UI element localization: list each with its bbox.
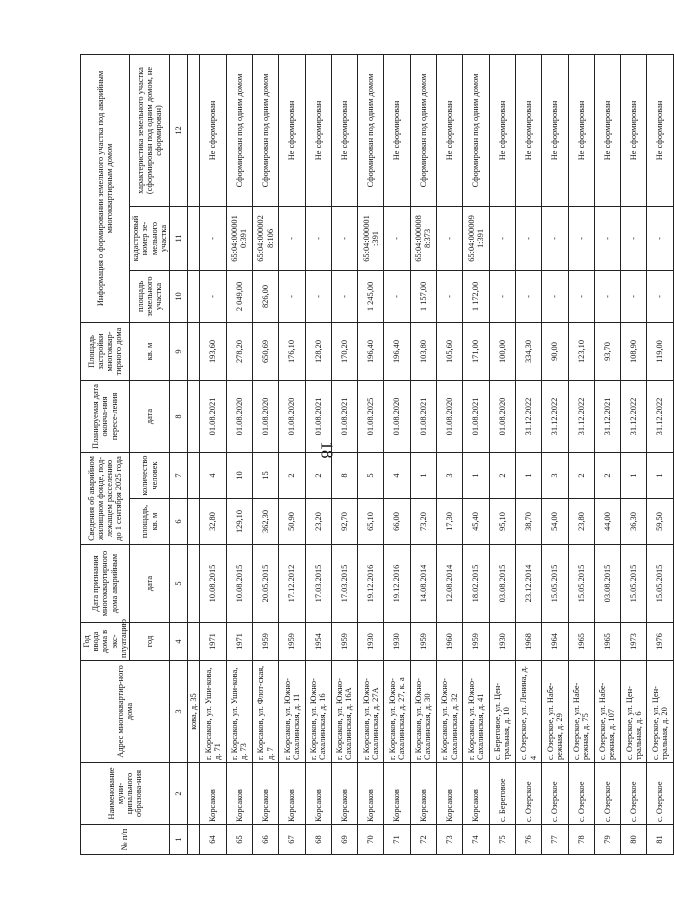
cell-addr: г. Корсаков, ул. Южно-Сахалинская, д. 41 (463, 661, 489, 763)
cell-date: 17.12.2012 (279, 545, 305, 623)
cell-stat: Не сформирован (384, 54, 410, 206)
cell-addr: г. Корсаков, ул. Южно-Сахалинская, д. 30 (410, 661, 436, 763)
cell-build: 650,69 (252, 322, 278, 380)
cell-no: 70 (358, 825, 384, 855)
cell-no: 80 (621, 825, 647, 855)
cell-no: 65 (226, 825, 252, 855)
col-number: 4 (170, 623, 188, 661)
cell-plan: 01.08.2020 (489, 380, 515, 452)
table-header (81, 54, 200, 854)
cell-area: 50,90 (279, 499, 305, 545)
cell-addr: с. Озерское, ул. Цен-тральная, д. 20 (647, 661, 673, 763)
cell-area: 45,40 (463, 499, 489, 545)
cell-year: 1964 (542, 623, 568, 661)
cell-build: 176,10 (279, 322, 305, 380)
cell-addr: с. Береговое, ул. Цен-тральная, д. 10 (489, 661, 515, 763)
cell-build: 128,20 (305, 322, 331, 380)
col-number: 11 (170, 206, 188, 270)
cell-area: 95,10 (489, 499, 515, 545)
cell-addr: г. Корсаков, ул. Южно-Сахалинская, д. 27, к. а (384, 661, 410, 763)
cell-build: 171,00 (463, 322, 489, 380)
cell-land: - (384, 270, 410, 322)
cell-people: 4 (200, 452, 226, 498)
table-body (200, 54, 673, 854)
cell-land: - (647, 270, 673, 322)
cell-build: 108,90 (621, 322, 647, 380)
cell-cad: 65:04:000009 1:391 (463, 206, 489, 270)
cell-addr: с. Озерское, ул. Набе-режная, д. 29 (542, 661, 568, 763)
cell-stat: Сформирован под одним домом (410, 54, 436, 206)
cell-people: 5 (358, 452, 384, 498)
cell-people: 3 (542, 452, 568, 498)
header-address: Адрес многоквартир-ного дома (81, 661, 170, 763)
unit-area: площадь, кв. м (130, 499, 170, 545)
cell-mo: Корсаков (410, 763, 436, 825)
cell-plan: 01.08.2021 (410, 380, 436, 452)
cell-year: 1930 (358, 623, 384, 661)
header-no: № п/п (81, 825, 170, 855)
col-number: 6 (170, 499, 188, 545)
page-number: 18 (317, 441, 337, 459)
cell-no: 76 (515, 825, 541, 855)
cell-plan: 01.08.2021 (305, 380, 331, 452)
cell-cad: - (331, 206, 357, 270)
unit-people: количество человек (130, 452, 170, 498)
cell-stat: Не сформирован (200, 54, 226, 206)
col-number: 9 (170, 322, 188, 380)
cell-addr: с. Озерское, ул. Набе-режная, д. 107 (594, 661, 620, 763)
col-number: 3 (170, 661, 188, 763)
cell-no: 69 (331, 825, 357, 855)
cell-plan: 31.12.2022 (568, 380, 594, 452)
cell-land: - (542, 270, 568, 322)
cell-stat: Сформирован под одним домом (463, 54, 489, 206)
col-number: 2 (170, 763, 188, 825)
cell-stat: Не сформирован (437, 54, 463, 206)
cell-build: 100,00 (489, 322, 515, 380)
cell-addr: г. Корсаков, ул. Флот-ская, д. 7 (252, 661, 278, 763)
cell-year: 1954 (305, 623, 331, 661)
cell-build: 196,40 (358, 322, 384, 380)
table-row (489, 54, 515, 854)
cell-land: - (594, 270, 620, 322)
table-row (594, 54, 620, 854)
unit-build-area: кв. м (130, 322, 170, 380)
cell-year: 1959 (410, 623, 436, 661)
cell-stat: Сформирован под одним домом (358, 54, 384, 206)
cell-area: 17,30 (437, 499, 463, 545)
cell-mo: Корсаков (279, 763, 305, 825)
cell-cad: - (542, 206, 568, 270)
unit-year: год (130, 623, 170, 661)
cell-stat: Не сформирован (621, 54, 647, 206)
cell-area: 32,80 (200, 499, 226, 545)
cell-cad: 65:04:000008 8:373 (410, 206, 436, 270)
cell-mo: Корсаков (358, 763, 384, 825)
table-row (437, 54, 463, 854)
cell-plan: 01.08.2020 (252, 380, 278, 452)
cell-plan: 01.08.2020 (226, 380, 252, 452)
cell-no: 73 (437, 825, 463, 855)
cell-date: 17.03.2015 (331, 545, 357, 623)
cell-land: 1 172,00 (463, 270, 489, 322)
cell-build: 119,00 (647, 322, 673, 380)
cell-addr: г. Корсаков, ул. Уши-кова, д. 73 (226, 661, 252, 763)
cell-cad: - (437, 206, 463, 270)
cell-people: 1 (515, 452, 541, 498)
cell-land: - (489, 270, 515, 322)
cell-year: 1959 (463, 623, 489, 661)
cell-mo: Корсаков (331, 763, 357, 825)
cell-area: 73,20 (410, 499, 436, 545)
cell-mo: Корсаков (200, 763, 226, 825)
cell-stat: Сформирован под одним домом (226, 54, 252, 206)
cell-stat: Не сформирован (542, 54, 568, 206)
cell-people: 1 (621, 452, 647, 498)
cell-stat: Не сформирован (305, 54, 331, 206)
cell-cad: - (515, 206, 541, 270)
cell-people: 2 (568, 452, 594, 498)
table-row (647, 54, 673, 854)
cell-people: 8 (331, 452, 357, 498)
cell-mo: с. Береговое (489, 763, 515, 825)
cell-mo: Корсаков (384, 763, 410, 825)
cell-area: 66,00 (384, 499, 410, 545)
cell-people: 1 (463, 452, 489, 498)
cell-plan: 31.12.2022 (621, 380, 647, 452)
cell-area: 92,70 (331, 499, 357, 545)
cell-mo: Корсаков (305, 763, 331, 825)
cell-area: 65,10 (358, 499, 384, 545)
unit-date: дата (130, 545, 170, 623)
col-number: 7 (170, 452, 188, 498)
cell-cad: - (200, 206, 226, 270)
cell-date: 10.08.2015 (226, 545, 252, 623)
cell-mo: с. Озерское (515, 763, 541, 825)
cell-stat: Не сформирован (279, 54, 305, 206)
cell-addr: г. Корсаков, ул. Южно-Сахалинская, д. 27А (358, 661, 384, 763)
cell-mo: Корсаков (226, 763, 252, 825)
cell-cad: - (594, 206, 620, 270)
cell-cad: - (384, 206, 410, 270)
cell-date: 23.12.2014 (515, 545, 541, 623)
header-resettlement-date: Планируемая дата оконча-ния пересе-ления (81, 380, 130, 452)
cell-stat: Не сформирован (515, 54, 541, 206)
cell-stat: Не сформирован (647, 54, 673, 206)
cell-area: 23,80 (568, 499, 594, 545)
cell-build: 93,70 (594, 322, 620, 380)
cell-cad: 65:04:000001 0:391 (226, 206, 252, 270)
cell-date: 18.02.2015 (463, 545, 489, 623)
cell-addr: г. Корсаков, ул. Южно-Сахалинская, д. 32 (437, 661, 463, 763)
cell-area: 362,30 (252, 499, 278, 545)
table-row (305, 54, 331, 854)
col-number: 1 (170, 825, 188, 855)
cell-land: 1 157,00 (410, 270, 436, 322)
cell-area: 129,10 (226, 499, 252, 545)
table-row (542, 54, 568, 854)
cell-date: 14.08.2014 (410, 545, 436, 623)
cell-land: - (621, 270, 647, 322)
cell-no: 72 (410, 825, 436, 855)
table-row (279, 54, 305, 854)
table-row (226, 54, 252, 854)
cell-addr: г. Корсаков, ул. Южно-Сахалинская, д. 16 (305, 661, 331, 763)
cell-stat: Не сформирован (489, 54, 515, 206)
cell-plan: 01.08.2020 (437, 380, 463, 452)
emergency-housing-table (80, 54, 674, 855)
cell-land: - (200, 270, 226, 322)
cell-no: 71 (384, 825, 410, 855)
col-number: 12 (170, 54, 188, 206)
table-row (621, 54, 647, 854)
col-number: 8 (170, 380, 188, 452)
header-land-info: Информация о формировании земельного участка под аварийным многоквартирным домом (81, 54, 130, 322)
cell-stat: Не сформирован (594, 54, 620, 206)
cell-addr: с. Озерское, ул. Ленина, д. 4 (515, 661, 541, 763)
cell-people: 10 (226, 452, 252, 498)
cell-people: 15 (252, 452, 278, 498)
cell-stat: Сформирован под одним домом (252, 54, 278, 206)
cell-mo: с. Озерское (594, 763, 620, 825)
cell-year: 1930 (384, 623, 410, 661)
table-row (568, 54, 594, 854)
cell-date: 15.05.2015 (568, 545, 594, 623)
cell-year: 1959 (252, 623, 278, 661)
cell-year: 1959 (279, 623, 305, 661)
cell-plan: 01.08.2021 (200, 380, 226, 452)
cell-year: 1960 (437, 623, 463, 661)
cell-build: 170,20 (331, 322, 357, 380)
cell-no: 77 (542, 825, 568, 855)
cell-date: 10.08.2015 (200, 545, 226, 623)
cell-plan: 31.12.2022 (515, 380, 541, 452)
cell-no: 74 (463, 825, 489, 855)
cell-area: 38,70 (515, 499, 541, 545)
cell-build: 196,40 (384, 322, 410, 380)
cell-no: 81 (647, 825, 673, 855)
cell-cad: 65:04:000001 :391 (358, 206, 384, 270)
cell-date: 03.08.2015 (594, 545, 620, 623)
table-row (358, 54, 384, 854)
cell-year: 1965 (594, 623, 620, 661)
cell-people: 4 (384, 452, 410, 498)
cell-cad: 65:04:000002 8:106 (252, 206, 278, 270)
cell-build: 334,30 (515, 322, 541, 380)
cell-mo: с. Озерское (621, 763, 647, 825)
cell-build: 103,80 (410, 322, 436, 380)
cell-date: 19.12.2016 (384, 545, 410, 623)
table-row (384, 54, 410, 854)
cell-area: 44,00 (594, 499, 620, 545)
cell-plan: 31.12.2022 (542, 380, 568, 452)
carry-over-row (188, 54, 200, 854)
cell-date: 15.05.2015 (542, 545, 568, 623)
cell-no: 75 (489, 825, 515, 855)
cell-no: 66 (252, 825, 278, 855)
cell-mo: Корсаков (252, 763, 278, 825)
cell-plan: 31.12.2022 (647, 380, 673, 452)
header-building-area: Площадь застройки многоквар-тирного дома (81, 322, 130, 380)
cell-addr: с. Озерское, ул. Цен-тральная, д. 6 (621, 661, 647, 763)
cell-cad: - (621, 206, 647, 270)
cell-date: 17.03.2015 (305, 545, 331, 623)
cell-date: 03.08.2015 (489, 545, 515, 623)
cell-plan: 31.12.2021 (594, 380, 620, 452)
cell-land: - (331, 270, 357, 322)
cell-plan: 01.08.2020 (384, 380, 410, 452)
cell-year: 1959 (331, 623, 357, 661)
cell-date: 15.05.2015 (621, 545, 647, 623)
column-numbers-row (170, 54, 188, 854)
cell-land: 1 245,00 (358, 270, 384, 322)
cell-land: 826,00 (252, 270, 278, 322)
cell-plan: 01.08.2025 (358, 380, 384, 452)
cell-cad: - (305, 206, 331, 270)
cell-area: 23,20 (305, 499, 331, 545)
header-housing-info: Сведения об аварийном жилищном фонде, под-лежащем расселению до 1 сентября 2025 года (81, 452, 130, 544)
cell-stat: Не сформирован (331, 54, 357, 206)
cell-land: 2 049,00 (226, 270, 252, 322)
cell-addr: г. Корсаков, ул. Южно-Сахалинская, д. 11 (279, 661, 305, 763)
cell-build: 193,60 (200, 322, 226, 380)
cell-people: 2 (594, 452, 620, 498)
header-land-status: характеристика земельного участка (сформирован под одним домом, не сформирован) (130, 54, 170, 206)
cell-land: - (437, 270, 463, 322)
cell-people: 2 (489, 452, 515, 498)
cell-plan: 01.08.2020 (279, 380, 305, 452)
cell-build: 105,60 (437, 322, 463, 380)
cell-area: 54,00 (542, 499, 568, 545)
cell-land: - (305, 270, 331, 322)
cell-mo: с. Озерское (568, 763, 594, 825)
cell-people: 3 (437, 452, 463, 498)
cell-mo: с. Озерское (542, 763, 568, 825)
table-row (463, 54, 489, 854)
cell-build: 90,00 (542, 322, 568, 380)
cell-mo: с. Озерское (647, 763, 673, 825)
table-row (410, 54, 436, 854)
header-emergency-date: Дата признания многоквартирного дома аварийным (81, 545, 130, 623)
cell-year: 1976 (647, 623, 673, 661)
cell-year: 1930 (489, 623, 515, 661)
table-row (252, 54, 278, 854)
cell-area: 36,30 (621, 499, 647, 545)
cell-build: 278,20 (226, 322, 252, 380)
cell-no: 79 (594, 825, 620, 855)
cell-mo: Корсаков (437, 763, 463, 825)
cell-cad: - (489, 206, 515, 270)
cell-no: 78 (568, 825, 594, 855)
cell-cad: - (279, 206, 305, 270)
cell-date: 19.12.2016 (358, 545, 384, 623)
cell-addr: г. Корсаков, ул. Уши-кова, д. 71 (200, 661, 226, 763)
cell-date: 12.08.2014 (437, 545, 463, 623)
cell-land: - (279, 270, 305, 322)
cell-no: 67 (279, 825, 305, 855)
header-municipality: Наименование муни-ципального образова-ния (81, 763, 170, 825)
cell-land: - (515, 270, 541, 322)
document-page (80, 55, 670, 855)
header-land-area: площадь земельного участка (130, 270, 170, 322)
table-row (200, 54, 226, 854)
cell-people: 2 (305, 452, 331, 498)
table-row (331, 54, 357, 854)
cell-land: - (568, 270, 594, 322)
col-number: 10 (170, 270, 188, 322)
cell-people: 1 (410, 452, 436, 498)
cell-year: 1968 (515, 623, 541, 661)
table-row (515, 54, 541, 854)
cell-people: 2 (279, 452, 305, 498)
cell-year: 1965 (568, 623, 594, 661)
cell-addr: г. Корсаков, ул. Южно-Сахалинская, д. 16А (331, 661, 357, 763)
cell-cad: - (568, 206, 594, 270)
cell-addr: с. Озерское, ул. Набе-режная, д. 75 (568, 661, 594, 763)
cell-build: 123,10 (568, 322, 594, 380)
cell-no: 64 (200, 825, 226, 855)
cell-cad: - (647, 206, 673, 270)
cell-people: 1 (647, 452, 673, 498)
cell-year: 1971 (226, 623, 252, 661)
cell-area: 59,50 (647, 499, 673, 545)
cell-stat: Не сформирован (568, 54, 594, 206)
cell-year: 1973 (621, 623, 647, 661)
cell-year: 1971 (200, 623, 226, 661)
cell-date: 15.05.2015 (647, 545, 673, 623)
cell-mo: Корсаков (463, 763, 489, 825)
header-cadastral: кадастровый номер зе-мельного участка (130, 206, 170, 270)
unit-plan-date: дата (130, 380, 170, 452)
cell-plan: 01.08.2021 (463, 380, 489, 452)
cell-plan: 01.08.2021 (331, 380, 357, 452)
col-number: 5 (170, 545, 188, 623)
carry-over-address: кова, д. 35 (188, 661, 200, 763)
cell-date: 20.05.2015 (252, 545, 278, 623)
cell-no: 68 (305, 825, 331, 855)
header-year: Год ввода дома в экс-плуатацию (81, 623, 130, 661)
